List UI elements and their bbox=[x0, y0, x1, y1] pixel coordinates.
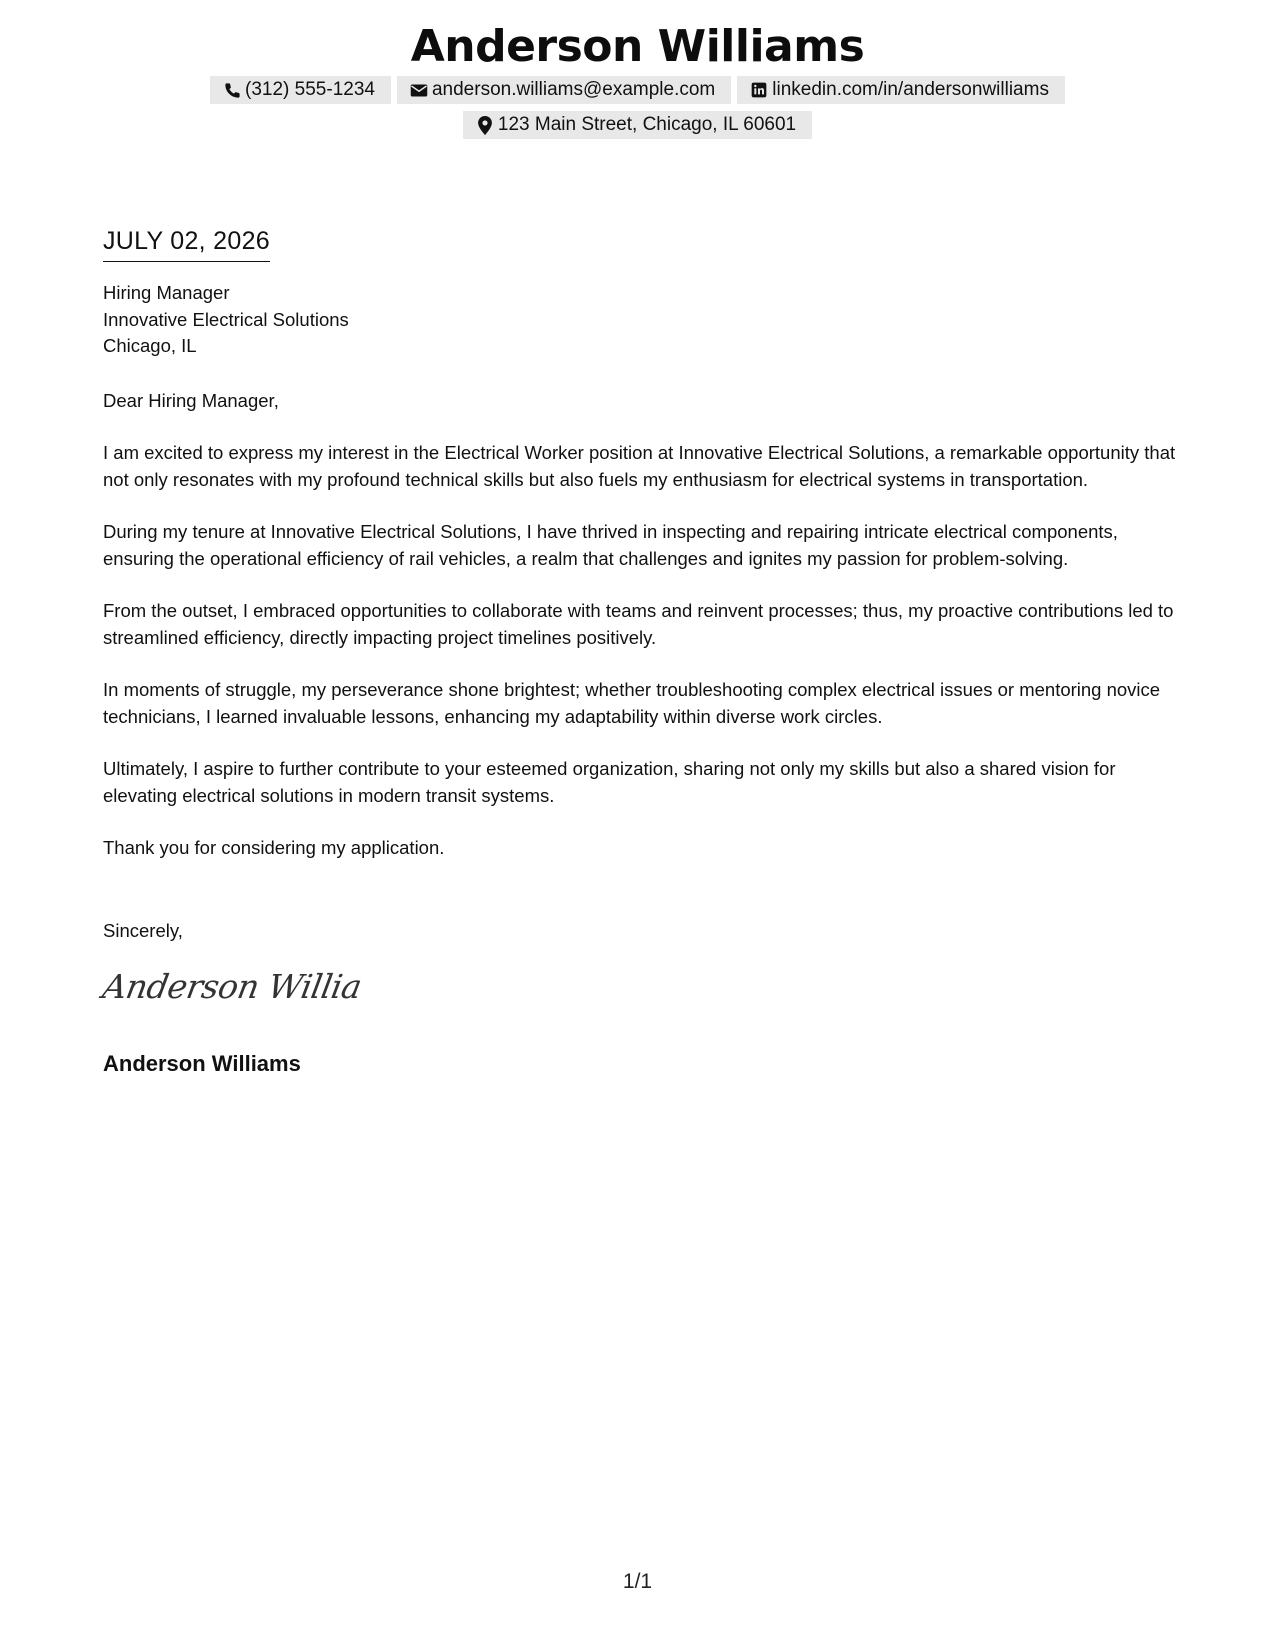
map-marker-icon bbox=[475, 115, 495, 135]
paragraph: In moments of struggle, my perseverance shone brightest; whether troubleshooting complex electrical issues or mentoring novice technicians, I learned invaluable lessons, enhancing my adaptability within diverse work circles. bbox=[103, 679, 1161, 727]
address-row bbox=[0, 111, 1275, 139]
paragraph: I am excited to express my interest in the Electrical Worker position at Innovative Electrical Solutions, a remarkable opportunity that not only resonates with my profound technical skills but also fuels my enthusiasm for electrical systems in transportation. bbox=[103, 442, 1176, 490]
email-text: anderson.williams@example.com bbox=[431, 79, 716, 100]
recipient-location: Chicago, IL bbox=[103, 335, 197, 356]
linkedin-icon bbox=[749, 80, 769, 100]
letter-header bbox=[0, 18, 1275, 139]
paragraph: From the outset, I embraced opportunities to collaborate with teams and reinvent processes; thus, my proactive contributions led to streamlined efficiency, directly impacting project timelines positively. bbox=[103, 600, 1174, 648]
address-chip bbox=[463, 111, 812, 139]
page-number: 1/1 bbox=[622, 1570, 653, 1593]
recipient-company: Innovative Electrical Solutions bbox=[103, 308, 349, 330]
paragraph: Thank you for considering my application. bbox=[103, 837, 445, 858]
linkedin-text: linkedin.com/in/andersonwilliams bbox=[772, 79, 1049, 100]
address-text: 123 Main Street, Chicago, IL 60601 bbox=[497, 114, 797, 135]
envelope-icon bbox=[409, 80, 429, 100]
linkedin-chip bbox=[737, 76, 1065, 104]
phone-text: (312) 555-1234 bbox=[245, 79, 375, 100]
email-chip bbox=[397, 76, 731, 104]
paragraph: Ultimately, I aspire to further contribute to your esteemed organization, sharing not only my skills but also a shared vision for elevating electrical solutions in modern transit systems. bbox=[103, 758, 1116, 806]
signature bbox=[99, 967, 1183, 1030]
closing: Sincerely, bbox=[103, 919, 183, 941]
recipient-block bbox=[103, 280, 1183, 360]
applicant-name: Anderson Williams bbox=[410, 21, 865, 72]
recipient-title: Hiring Manager bbox=[103, 282, 230, 303]
contact-row bbox=[0, 76, 1275, 104]
signature-text: Anderson Willia bbox=[99, 967, 365, 1006]
signer-name: Anderson Williams bbox=[103, 1051, 301, 1076]
phone-chip bbox=[210, 76, 391, 104]
letter-body bbox=[99, 224, 1183, 1079]
phone-icon bbox=[222, 80, 242, 100]
letter-date: JULY 02, 2026 bbox=[103, 224, 270, 262]
paragraph: During my tenure at Innovative Electrical Solutions, I have thrived in inspecting and repairing intricate electrical components, ensuring the operational efficiency of rail vehicles, a realm that challenges and ignites my passion for problem-solving. bbox=[103, 521, 1118, 569]
salutation: Dear Hiring Manager, bbox=[103, 389, 279, 411]
